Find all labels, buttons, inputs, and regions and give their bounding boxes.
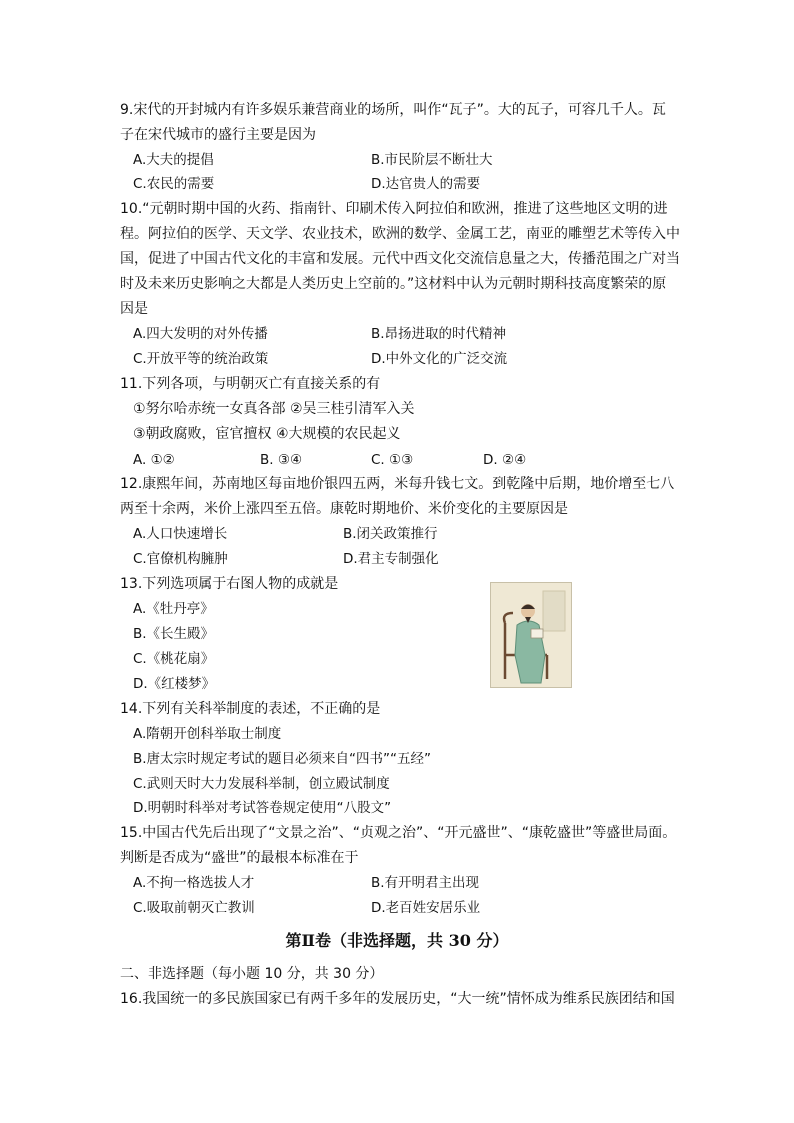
q11-stem: 11.下列各项，与明朝灭亡有直接关系的有 bbox=[120, 376, 381, 392]
q10-option-d[interactable]: D.中外文化的广泛交流 bbox=[371, 351, 508, 367]
q9-stem-line1: 9.宋代的开封城内有许多娱乐兼营商业的场所，叫作“瓦子”。大的瓦子，可容几千人。瓦 bbox=[120, 102, 666, 118]
q12-option-b[interactable]: B.闭关政策推行 bbox=[343, 526, 438, 542]
q10-stem-line2: 程。阿拉伯的医学、天文学、农业技术，欧洲的数学、金属工艺，南亚的雕塑艺术等传入中 bbox=[120, 226, 680, 242]
q12-option-a[interactable]: A.人口快速增长 bbox=[133, 526, 228, 542]
q10-stem-line4: 时及未来历史影响之大都是人类历史上空前的。”这材料中认为元朝时期科技高度繁荣的原 bbox=[120, 276, 667, 292]
part2-heading: 第Ⅱ卷（非选择题，共 30 分） bbox=[285, 931, 509, 950]
q9-option-b[interactable]: B.市民阶层不断壮大 bbox=[371, 152, 493, 168]
q15-option-a[interactable]: A.不拘一格选拔人才 bbox=[133, 875, 255, 891]
q11-option-a[interactable]: A. ①② bbox=[133, 452, 175, 468]
q14-option-c[interactable]: C.武则天时大力发展科举制，创立殿试制度 bbox=[133, 776, 390, 792]
q11-items-line2: ③朝政腐败，宦官擅权 ④大规模的农民起义 bbox=[133, 426, 401, 442]
q14-option-b[interactable]: B.唐太宗时规定考试的题目必须来自“四书”“五经” bbox=[133, 751, 432, 767]
q15-option-d[interactable]: D.老百姓安居乐业 bbox=[371, 900, 481, 916]
portrait-figure bbox=[490, 582, 572, 688]
q15-option-b[interactable]: B.有开明君主出现 bbox=[371, 875, 480, 891]
q11-option-d[interactable]: D. ②④ bbox=[483, 452, 527, 468]
q9-option-a[interactable]: A.大夫的提倡 bbox=[133, 152, 214, 168]
q15-option-c[interactable]: C.吸取前朝灭亡教训 bbox=[133, 900, 255, 916]
q14-option-d[interactable]: D.明朝时科举对考试答卷规定使用“八股文” bbox=[133, 800, 392, 816]
q9-option-d[interactable]: D.达官贵人的需要 bbox=[371, 176, 481, 192]
q16-stem-line1: 16.我国统一的多民族国家已有两千多年的发展历史，“大一统”情怀成为维系民族团结和国 bbox=[120, 991, 675, 1007]
q11-option-b[interactable]: B. ③④ bbox=[260, 452, 303, 468]
q12-option-c[interactable]: C.官僚机构臃肿 bbox=[133, 551, 228, 567]
q9-stem-line2: 子在宋代城市的盛行主要是因为 bbox=[120, 127, 316, 143]
q15-stem-line2: 判断是否成为“盛世”的最根本标准在于 bbox=[120, 850, 359, 866]
q13-option-d[interactable]: D.《红楼梦》 bbox=[133, 676, 216, 692]
q12-option-d[interactable]: D.君主专制强化 bbox=[343, 551, 439, 567]
q10-stem-line5: 因是 bbox=[120, 301, 148, 317]
q10-option-b[interactable]: B.昂扬进取的时代精神 bbox=[371, 326, 507, 342]
q13-option-c[interactable]: C.《桃花扇》 bbox=[133, 651, 215, 667]
q14-stem: 14.下列有关科举制度的表述，不正确的是 bbox=[120, 701, 381, 717]
q10-stem-line3: 国，促进了中国古代文化的丰富和发展。元代中西文化交流信息量之大，传播范围之广对当 bbox=[120, 251, 680, 267]
q11-items-line1: ①努尔哈赤统一女真各部 ②吴三桂引清军入关 bbox=[133, 401, 415, 417]
q13-option-a[interactable]: A.《牡丹亭》 bbox=[133, 601, 214, 617]
q14-option-a[interactable]: A.隋朝开创科举取士制度 bbox=[133, 726, 282, 742]
q12-stem-line2: 两至十余两，米价上涨四至五倍。康乾时期地价、米价变化的主要原因是 bbox=[120, 501, 568, 517]
q10-option-a[interactable]: A.四大发明的对外传播 bbox=[133, 326, 268, 342]
q9-option-c[interactable]: C.农民的需要 bbox=[133, 176, 215, 192]
seated-scholar-illustration bbox=[491, 583, 571, 687]
part2-instruction: 二、非选择题（每小题 10 分，共 30 分） bbox=[120, 966, 384, 982]
q13-stem: 13.下列选项属于右图人物的成就是 bbox=[120, 576, 339, 592]
q15-stem-line1: 15.中国古代先后出现了“文景之治”、“贞观之治”、“开元盛世”、“康乾盛世”等盛世局面。 bbox=[120, 825, 677, 841]
q10-option-c[interactable]: C.开放平等的统治政策 bbox=[133, 351, 269, 367]
q12-stem-line1: 12.康熙年间，苏南地区每亩地价银四五两，米每升钱七文。到乾隆中后期，地价增至七八 bbox=[120, 476, 675, 492]
q10-stem-line1: 10.“元朝时期中国的火药、指南针、印刷术传入阿拉伯和欧洲，推进了这些地区文明的进 bbox=[120, 201, 668, 217]
q11-option-c[interactable]: C. ①③ bbox=[371, 452, 414, 468]
q13-option-b[interactable]: B.《长生殿》 bbox=[133, 626, 215, 642]
